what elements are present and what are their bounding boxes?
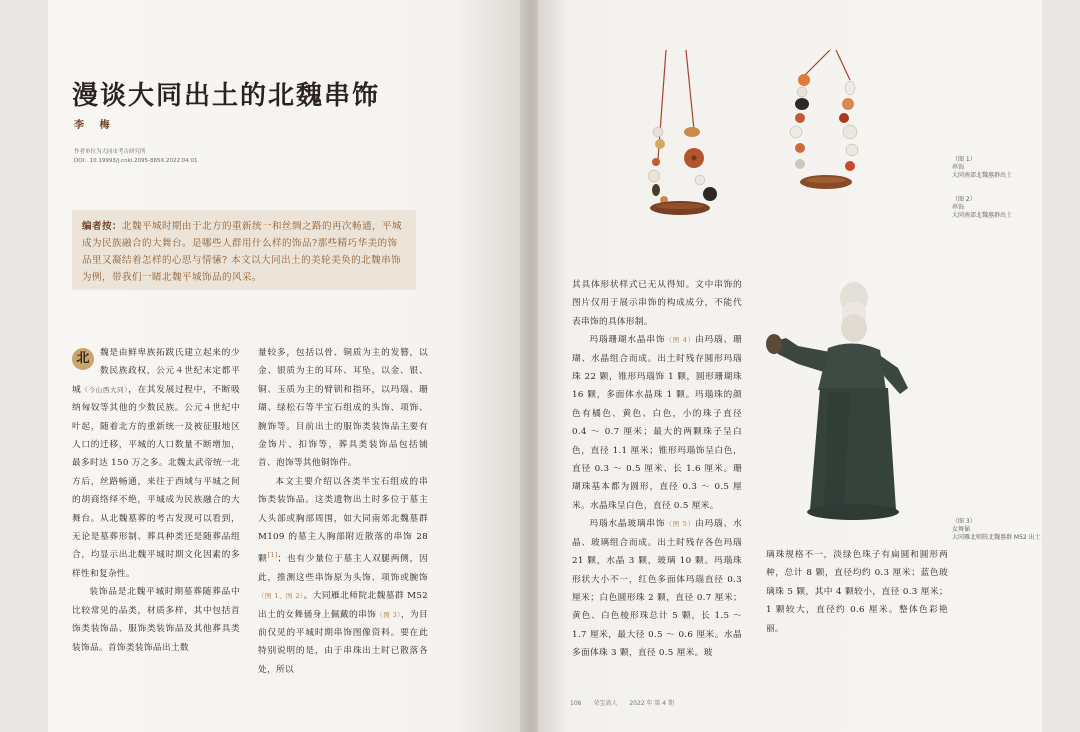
paragraph: 装饰品是北魏平城时期墓葬随葬品中比较常见的品类，材质多样，其中包括首饰类装饰品、服饰类装饰品及其他葬具类装饰品。首饰类装饰品出土数 (72, 587, 240, 653)
figure-2-caption (952, 196, 1012, 220)
footnote-ref: [1] (267, 551, 278, 560)
necklace-figure-2 (770, 50, 870, 210)
paragraph: 璃珠规格不一，淡绿色珠子有扁圆和圆形两种，总计 8 颗，直径均约 0.3 厘米；蓝色玻璃珠 5 颗，其中 4 颗较小，直径 0.3 厘米；1 颗较大，直径约 0.6 厘米。整体色彩艳丽。 (766, 550, 948, 634)
necklace-figure-1 (636, 50, 736, 230)
body-column-2 (258, 344, 428, 679)
editor-note-text: 北魏平城时期由于北方的重新统一和丝绸之路的再次畅通，平城成为民族融合的大舞台。是哪些人群用什么样的饰品?那些精巧华美的饰品里又凝结着怎样的心思与情愫? 本文以大同出土的美轮美奂的北魏串饰为例，带我们一睹北魏平城饰品的风采。 (82, 221, 403, 283)
figure-ref: （图 5） (665, 520, 696, 529)
caption-title: 串饰 (952, 204, 965, 211)
caption-number: （图 1） (952, 156, 976, 163)
editor-note (72, 210, 416, 290)
left-page (48, 0, 524, 732)
caption-source: 大同南郊北魏墓群出土 (952, 172, 1013, 179)
paragraph-text: 玛瑙水晶玻璃串饰 (589, 519, 666, 530)
paragraph-note: （今山西大同） (81, 385, 129, 394)
caption-source: 大同南郊北魏墓群出土 (952, 212, 1013, 219)
article-title: 漫谈大同出土的北魏串饰 (72, 81, 381, 111)
figure-ref: （图 1、图 2） (258, 592, 304, 601)
paragraph-text: ，为目前仅见的平城时期串饰图像资料。要在此特别说明的是，由于串珠出土时已散落各处，所以 (258, 609, 428, 675)
drop-cap: 北 (72, 348, 94, 370)
body-column-4 (766, 546, 948, 638)
paragraph-text: ；也有少量位于墓主人双腿两侧，因此，推测这些串饰原为头饰、项饰或腕饰 (258, 554, 428, 583)
doi-line: DOI：10.19993/j.cnki.2095-865X.2022.04.01 (74, 158, 198, 164)
page-number: 106 (570, 700, 582, 707)
body-column-1 (72, 344, 240, 657)
figure-ref: （图 3） (376, 610, 401, 619)
paragraph: 量较多，包括以骨、铜质为主的发簪，以金、银质为主的耳环、耳坠，以金、银、铜、玉质为主的臂钏和指环，以玛瑙、珊瑚、绿松石等半宝石组成的头饰、项饰、腕饰等。目前出土的服饰类装饰品主要有金饰片、扣饰等，葬具类装饰品包括铺首、泡饰等其他铜饰件。 (258, 348, 428, 469)
editor-note-label: 编者按： (82, 221, 123, 232)
journal-name: 荣宝斋人 (593, 700, 618, 707)
affiliation-line: 作者单位为大同市考古研究所 (74, 149, 146, 155)
paragraph-text: 本文主要介绍以各类半宝石组成的串饰类装饰品。这类遗物出土时多位于墓主人头部或胸部周围，如大同南郊北魏墓群 M109 的墓主人胸部附近散落的串饰 28 颗 (258, 476, 428, 565)
caption-number: （图 2） (952, 196, 976, 203)
right-page (538, 0, 1042, 732)
caption-source: 大同雁北师院北魏墓群 M52 出土 (952, 534, 1041, 541)
page-folio (570, 698, 684, 707)
issue-number: 2022 年 第 4 期 (629, 700, 675, 707)
figure-ref: （图 4） (665, 336, 696, 345)
caption-title: 串饰 (952, 164, 965, 171)
figure-1-caption (952, 156, 1012, 180)
paragraph-text: 。大同雁北师院北魏墓群 M52 出土的女舞俑身上佩戴的串饰 (258, 591, 429, 620)
body-column-3 (572, 276, 742, 663)
figure-3-caption (952, 518, 1041, 542)
paragraph: 其具体形状样式已无从得知。文中串饰的图片仅用于展示串饰的构成成分，不能代表串饰的具体形制。 (572, 280, 742, 327)
caption-title: 女舞俑 (952, 526, 971, 533)
paragraph-text: 魏是由鲜卑族拓跋氏建立起来的少数民族政权，公元４世纪末定都平城 (72, 348, 240, 395)
caption-number: （图 3） (952, 518, 976, 525)
article-author: 李 梅 (74, 120, 116, 131)
paragraph-text: 由玛瑙、珊瑚、水晶组合而成。出土时残存圆形玛瑙珠 22 颗，锥形玛瑙饰 1 颗，圆形珊瑚珠 16 颗，多面体水晶珠 1 颗。玛瑙珠的颜色有橘色、黄色、白色，小的珠子直径 0.4 ～ 0.7 厘米；最大的两颗珠子呈白色，直径 1.1 厘米；锥形玛瑙饰呈白色，直径 0.3 ～ 0.5 厘米、长 1.6 厘米。珊瑚珠基本都为圆形，直径 0.3 ～ 0.5 厘米。水晶珠呈白色，直径 0.5 厘米。 (572, 335, 743, 511)
paragraph-text: ，在其发展过程中，不断吸纳匈奴等其他的少数民族。公元４世纪中叶起，随着北方的重新统一及被征服地区人口的迁移，平城的人口数量不断增加，最多时达 150 万之多。北魏太武帝统一北方后，丝路畅通，来往于西域与平城之间的胡商络绎不绝，平城成为民族融合的大舞台。从北魏墓葬的考古发现可以看到，无论是墓葬形制、葬具种类还是随葬品组合，均显示出北魏平城时期文化因素的多样性和复杂性。 (72, 384, 240, 579)
dancer-figurine-figure-3 (758, 280, 938, 530)
author-affiliation (74, 148, 198, 166)
paragraph-text: 由玛瑙、水晶、玻璃组合而成。出土时残存各色玛瑙 21 颗，水晶 3 颗，玻璃 10 颗。玛瑙珠形状大小不一，红色多面体玛瑙直径 0.3 厘米；白色圆形珠 2 颗，直径 0.7 厘米；黄色、白色棱形珠总计 5 颗，长 1.5 ～ 1.7 厘米，最大径 0.5 ～ 0.6 厘米。水晶多面体珠 3 颗，直径 0.5 厘米。玻 (572, 519, 743, 659)
paragraph-text: 玛瑙珊瑚水晶串饰 (589, 335, 666, 346)
